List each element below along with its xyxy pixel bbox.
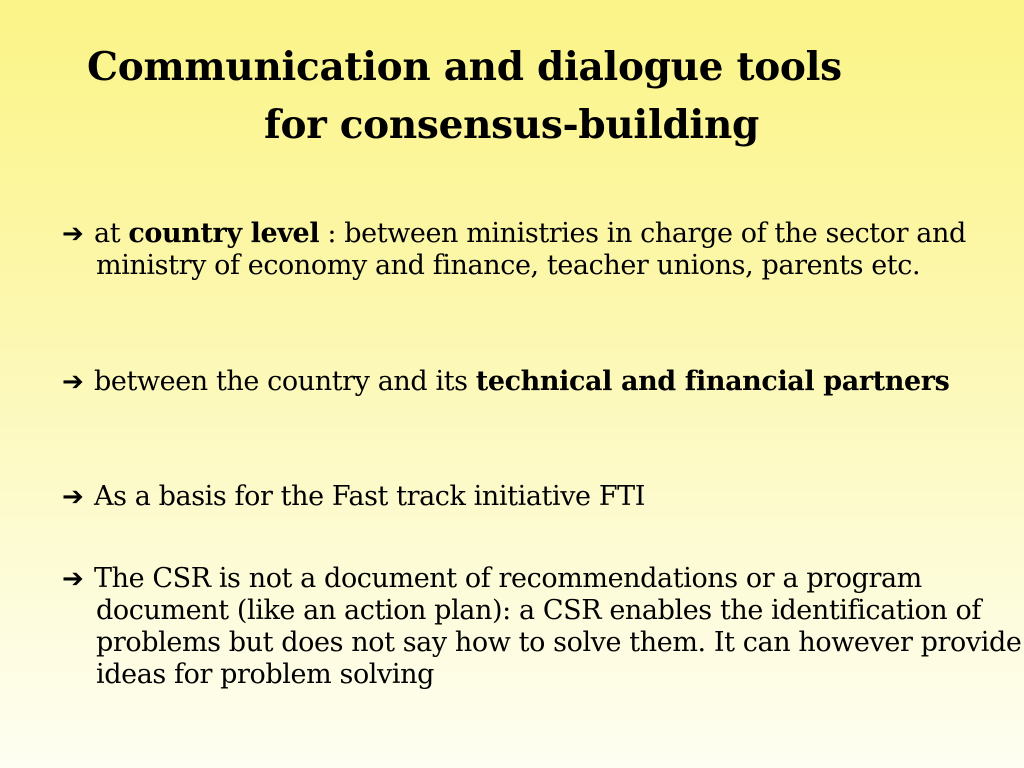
bullet-text-prefix: at	[94, 218, 129, 249]
arrow-right-icon: ➔	[62, 482, 84, 512]
bullet-text: As a basis for the Fast track initiative FTI	[94, 481, 646, 512]
arrow-right-icon: ➔	[62, 564, 84, 594]
bullet-text-suffix: : between ministries in charge of the sector and ministry of economy and finance, teacher unions, parents etc.	[96, 218, 966, 281]
bullet-item	[60, 218, 1024, 282]
arrow-right-icon: ➔	[62, 219, 84, 249]
title-line-2: for consensus-building	[264, 102, 759, 148]
arrow-right-icon: ➔	[62, 367, 84, 397]
bullet-item	[60, 366, 1024, 398]
bullet-item	[60, 563, 1024, 691]
slide-title	[60, 38, 960, 154]
bullet-item	[60, 481, 1024, 513]
bullet-text-prefix: between the country and its	[94, 366, 476, 397]
bullet-text-bold: technical and financial partners	[475, 366, 950, 397]
bullet-text: The CSR is not a document of recommendations or a program document (like an action plan): a CSR enables the identification of problems but does not say how to solve them. It can however provide ideas for problem solving	[94, 563, 1022, 690]
bullet-text-bold: country level	[128, 218, 320, 249]
title-line-1: Communication and dialogue tools	[87, 44, 842, 90]
